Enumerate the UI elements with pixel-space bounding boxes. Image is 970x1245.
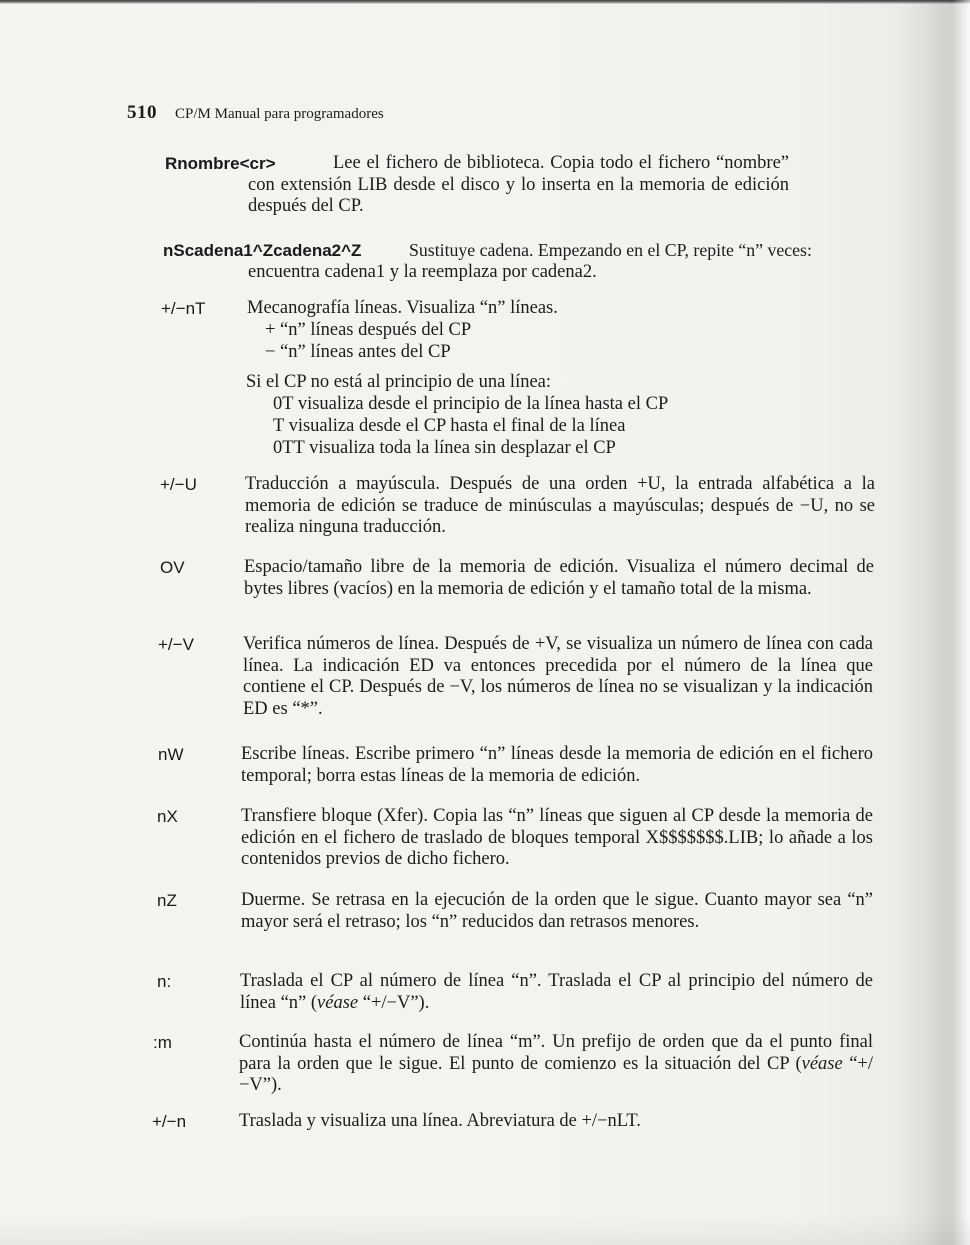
description-text: “+/−V”).: [239, 1053, 873, 1095]
command-description: Traducción a mayúscula. Después de una orden +U, la entrada alfabética a la memoria de edición se traduce de minúsculas a mayúsculas; después de −U, no se realiza ninguna traducción.: [245, 474, 875, 537]
command-label: n:: [157, 972, 172, 991]
command-label: Rnombre<cr>: [165, 154, 276, 173]
command-label: :m: [153, 1033, 172, 1052]
page-top-edge: [0, 0, 970, 4]
command-label: OV: [160, 558, 185, 577]
see-reference: véase: [317, 992, 359, 1013]
description-text: “+/−V”).: [358, 992, 430, 1013]
command-label: +/−U: [160, 475, 197, 494]
running-head: [127, 102, 384, 124]
page-gutter-shadow: [900, 0, 970, 1245]
command-description-line: Mecanografía líneas. Visualiza “n” líneas.: [247, 298, 558, 318]
book-title: CP/M Manual para programadores: [175, 106, 384, 122]
command-description-line: encuentra cadena1 y la reemplaza por cadena2.: [248, 262, 597, 282]
page-number: 510: [127, 102, 157, 123]
command-description: Lee el fichero de biblioteca. Copia todo el fichero “nombre” con extensión LIB desde el disco y lo inserta en la memoria de edición después del CP.: [248, 153, 789, 216]
command-label: nX: [157, 807, 178, 826]
command-description: Transfiere bloque (Xfer). Copia las “n” líneas que siguen al CP desde la memoria de edición en el fichero de traslado de bloques temporal X$$$$$$$.LIB; lo añade a los contenidos previos de dicho fichero.: [241, 806, 873, 869]
command-description: Verifica números de línea. Después de +V, se visualiza un número de línea con cada línea. La indicación ED va entonces precedida por el número de la línea que contiene el CP. Después de −V, los números de línea no se visualizan y la indicación ED es “*”.: [243, 634, 873, 719]
command-label: nScadena1^Zcadena2^Z: [163, 241, 362, 260]
command-label: +/−V: [158, 635, 194, 654]
command-description: [240, 971, 873, 1014]
option-line: 0T visualiza desde el principio de la línea hasta el CP: [273, 394, 669, 414]
command-label: nZ: [157, 891, 177, 910]
command-description: Duerme. Se retrasa en la ejecución de la orden que le sigue. Cuanto mayor sea “n” mayor será el retraso; los “n” reducidos dan retrasos menores.: [241, 890, 873, 932]
command-description: Escribe líneas. Escribe primero “n” líneas desde la memoria de edición en el fichero temporal; borra estas líneas de la memoria de edición.: [241, 744, 873, 786]
command-label: nW: [158, 745, 184, 764]
option-line: + “n” líneas después del CP: [265, 320, 472, 340]
see-reference: véase: [801, 1053, 843, 1074]
description-text: Continúa hasta el número de línea “m”. Un prefijo de orden que da el punto final para la orden que le sigue. El punto de comienzo es la situación del CP (: [239, 1032, 873, 1074]
command-description: Traslada y visualiza una línea. Abreviatura de +/−nLT.: [239, 1111, 641, 1131]
option-line: T visualiza desde el CP hasta el final de la línea: [273, 416, 626, 436]
command-description: Espacio/tamaño libre de la memoria de edición. Visualiza el número decimal de bytes libres (vacíos) en la memoria de edición y el tamaño total de la misma.: [244, 557, 874, 599]
command-description-line: Si el CP no está al principio de una línea:: [246, 372, 552, 392]
page-bottom-shadow: [0, 1215, 970, 1245]
command-description-line: Sustituye cadena. Empezando en el CP, repite “n” veces:: [409, 240, 812, 260]
option-line: − “n” líneas antes del CP: [265, 342, 451, 362]
command-label: +/−n: [152, 1112, 187, 1131]
command-description: [239, 1032, 873, 1097]
command-label: +/−nT: [161, 299, 206, 318]
description-text: Traslada el CP al número de línea “n”. Traslada el CP al principio del número de línea “n” (: [240, 971, 873, 1013]
option-line: 0TT visualiza toda la línea sin desplazar el CP: [273, 438, 616, 458]
